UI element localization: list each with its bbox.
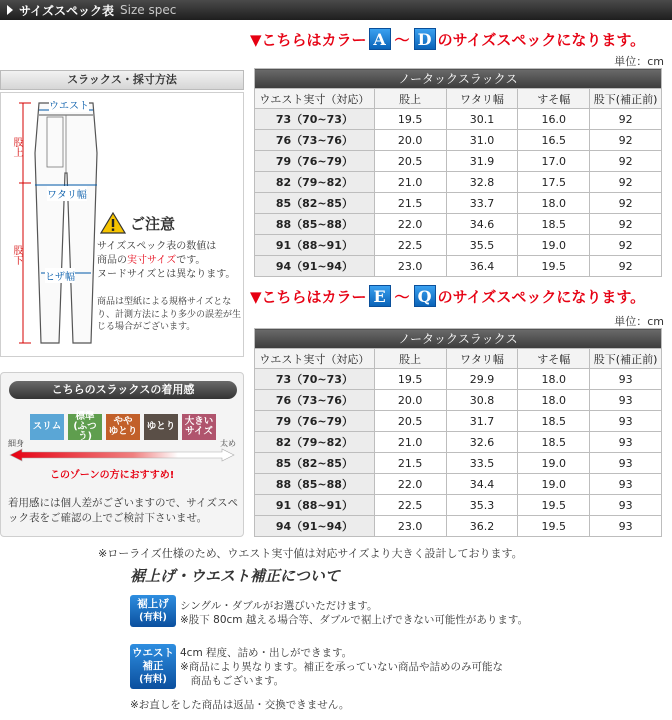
hem-section-title: 裾上げ・ウエスト補正について [130,567,340,585]
table-row [255,516,662,537]
lowrise-note: ※ローライズ仕様のため、ウエスト実寸値は対応サイズより大きく設計しております。 [98,547,523,560]
waist-cell: 91（88~91） [255,235,375,256]
value-cell: 22.5 [374,235,446,256]
fit-relaxed-sub: ゆとり [108,426,138,437]
table-row [255,109,662,130]
caution-text [97,240,242,282]
waist-cell: 76（73~76） [255,390,375,411]
value-cell: 32.6 [446,432,518,453]
table-row [255,193,662,214]
value-cell: 31.9 [446,151,518,172]
color-d-badge: D [414,28,436,50]
value-cell: 18.0 [518,193,590,214]
waist-badge-sub: (有料) [139,674,167,685]
value-cell: 34.6 [446,214,518,235]
value-cell: 93 [590,474,662,495]
fit-relaxed [106,414,140,440]
table-row [255,172,662,193]
section1-title [250,26,670,52]
value-cell: 20.5 [374,151,446,172]
caution-heading [100,212,175,234]
value-cell: 36.4 [446,256,518,277]
value-cell: 92 [590,151,662,172]
table-row [255,235,662,256]
section2-prefix: ▼こちらはカラー [250,287,367,306]
page-header [0,0,672,20]
waist-text-line3: 商品もございます。 [180,675,285,687]
value-cell: 19.0 [518,453,590,474]
col-hem: すそ幅 [518,349,590,369]
value-cell: 17.5 [518,172,590,193]
fit-bigsize [182,414,216,440]
caution-line2a: 商品の [97,255,127,266]
value-cell: 92 [590,109,662,130]
waist-cell: 82（79~82） [255,432,375,453]
value-cell: 93 [590,432,662,453]
value-cell: 92 [590,214,662,235]
waist-cell: 88（85~88） [255,474,375,495]
table-row [255,411,662,432]
fit-bigsize-label: 大きい [184,416,214,427]
spec-table-2 [254,328,662,537]
waist-cell: 88（85~88） [255,214,375,235]
value-cell: 20.5 [374,411,446,432]
waist-cell: 82（79~82） [255,172,375,193]
triangle-icon [7,5,13,15]
table-row [255,369,662,390]
value-cell: 30.1 [446,109,518,130]
waist-cell: 94（91~94） [255,256,375,277]
col-hem: すそ幅 [518,89,590,109]
rise-label: 股上 [11,137,22,157]
measure-title: スラックス・採寸方法 [0,70,244,90]
value-cell: 92 [590,235,662,256]
fit-gauge-arrow [8,448,236,462]
fit-bigsize-sub: サイズ [185,426,213,437]
value-cell: 23.0 [374,256,446,277]
waist-badge-label2: 補正 [142,660,164,672]
value-cell: 92 [590,256,662,277]
value-cell: 19.5 [518,256,590,277]
value-cell: 18.5 [518,432,590,453]
hem-text-line2: ※股下 80cm 越える場合等、ダブルで裾上げできない可能性があります。 [180,614,529,626]
recommend-zone-text: このゾーンの方におすすめ! [50,470,175,481]
section1-suffix: のサイズスペックになります。 [437,30,646,49]
header-subtitle: Size spec [120,3,177,17]
value-cell: 18.0 [518,369,590,390]
color-a-badge: A [369,28,391,50]
waist-text [180,646,503,688]
hem-badge-sub: (有料) [139,612,167,623]
value-cell: 21.0 [374,172,446,193]
table-row [255,256,662,277]
value-cell: 92 [590,193,662,214]
waist-cell: 85（82~85） [255,193,375,214]
value-cell: 92 [590,172,662,193]
fit-note: 着用感には個人差がございますので、サイズスペック表をご確認の上でご検討下さいませ。 [8,497,238,524]
value-cell: 31.0 [446,130,518,151]
value-cell: 31.7 [446,411,518,432]
waist-text-line2: ※商品により異なります。補正を承っていない商品や詰めのみ可能な [180,661,503,673]
color-q-badge: Q [414,285,436,307]
value-cell: 32.8 [446,172,518,193]
inseam-label: 股下 [11,245,22,265]
value-cell: 93 [590,495,662,516]
value-cell: 16.0 [518,109,590,130]
header-title: サイズスペック表 [19,3,115,18]
col-inseam: 股下(補正前) [590,89,662,109]
value-cell: 93 [590,516,662,537]
waist-badge [130,644,176,689]
value-cell: 34.4 [446,474,518,495]
waist-cell: 76（73~76） [255,130,375,151]
tilde: 〜 [394,30,410,49]
value-cell: 36.2 [446,516,518,537]
waist-cell: 85（82~85） [255,453,375,474]
value-cell: 18.5 [518,411,590,432]
caution-small-text: 商品は型紙による規格サイズとなり、計測方法により多少の誤差が生じる場合がございます。 [97,297,242,332]
table-row [255,495,662,516]
waist-cell: 91（88~91） [255,495,375,516]
value-cell: 21.0 [374,432,446,453]
table-row [255,390,662,411]
fit-slim [30,414,64,440]
col-rise: 股上 [374,349,446,369]
col-thigh: ワタリ幅 [446,89,518,109]
hem-text-line1: シングル・ダブルがお選びいただけます。 [180,600,378,612]
value-cell: 16.5 [518,130,590,151]
fit-title: こちらのスラックスの着用感 [9,381,237,399]
fit-slim-label: スリム [32,421,62,432]
fit-relaxed-label: やや [113,416,133,427]
value-cell: 19.5 [374,109,446,130]
value-cell: 23.0 [374,516,446,537]
table-row [255,130,662,151]
table-row [255,432,662,453]
value-cell: 93 [590,369,662,390]
value-cell: 93 [590,411,662,432]
value-cell: 35.5 [446,235,518,256]
unit-label: 単位：cm [614,55,664,68]
table-row [255,453,662,474]
value-cell: 33.5 [446,453,518,474]
unit-label: 単位：cm [614,315,664,328]
table-title: ノータックスラックス [255,329,662,349]
hem-text [180,599,528,627]
caution-line2c: です。 [176,255,206,266]
tight-label: 細身 [8,439,24,448]
caution-line1: サイズスペック表の数値は [97,241,217,252]
waist-cell: 94（91~94） [255,516,375,537]
fit-standard-label: 標準 [75,411,95,422]
table-title: ノータックスラックス [255,69,662,89]
value-cell: 22.5 [374,495,446,516]
value-cell: 19.0 [518,474,590,495]
knee-label: ヒザ幅 [45,268,75,283]
value-cell: 18.5 [518,214,590,235]
col-inseam: 股下(補正前) [590,349,662,369]
fit-standard-sub: (ふつう) [73,421,97,442]
col-waist: ウエスト実寸（対応） [255,89,375,109]
value-cell: 20.0 [374,130,446,151]
value-cell: 22.0 [374,474,446,495]
value-cell: 93 [590,453,662,474]
waist-cell: 79（76~79） [255,411,375,432]
value-cell: 29.9 [446,369,518,390]
hem-badge [130,595,176,627]
value-cell: 19.0 [518,235,590,256]
col-thigh: ワタリ幅 [446,349,518,369]
waist-cell: 73（70~73） [255,369,375,390]
no-return-note: ※お直しをした商品は返品・交換できません。 [130,699,350,711]
table-row [255,214,662,235]
loose-label: 太め [220,439,236,448]
col-rise: 股上 [374,89,446,109]
value-cell: 33.7 [446,193,518,214]
value-cell: 93 [590,390,662,411]
hem-badge-label: 裾上げ [137,598,169,610]
waist-text-line1: 4cm 程度、詰め・出しができます。 [180,647,353,659]
waist-label: ウエスト [49,97,89,112]
table-row [255,474,662,495]
fit-loose [144,414,178,440]
value-cell: 19.5 [518,516,590,537]
waist-cell: 73（70~73） [255,109,375,130]
value-cell: 92 [590,130,662,151]
section2-suffix: のサイズスペックになります。 [437,287,646,306]
color-e-badge: E [369,285,391,307]
value-cell: 18.0 [518,390,590,411]
caution-line3: ヌードサイズとは異なります。 [97,269,236,280]
table-row [255,151,662,172]
spec-table-1 [254,68,662,277]
warning-icon [100,212,126,234]
fit-standard [68,411,102,442]
value-cell: 22.0 [374,214,446,235]
caution-title: ご注意 [130,214,176,233]
value-cell: 17.0 [518,151,590,172]
fit-loose-label: ゆとり [146,421,176,432]
value-cell: 30.8 [446,390,518,411]
thigh-label: ワタリ幅 [47,186,87,201]
tilde: 〜 [394,287,410,306]
section2-title [250,283,670,309]
waist-badge-label1: ウエスト [132,647,174,659]
caution-line2b: 実寸サイズ [127,255,177,266]
value-cell: 19.5 [374,369,446,390]
value-cell: 19.5 [518,495,590,516]
value-cell: 20.0 [374,390,446,411]
value-cell: 35.3 [446,495,518,516]
waist-cell: 79（76~79） [255,151,375,172]
col-waist: ウエスト実寸（対応） [255,349,375,369]
value-cell: 21.5 [374,193,446,214]
section1-prefix: ▼こちらはカラー [250,30,367,49]
value-cell: 21.5 [374,453,446,474]
